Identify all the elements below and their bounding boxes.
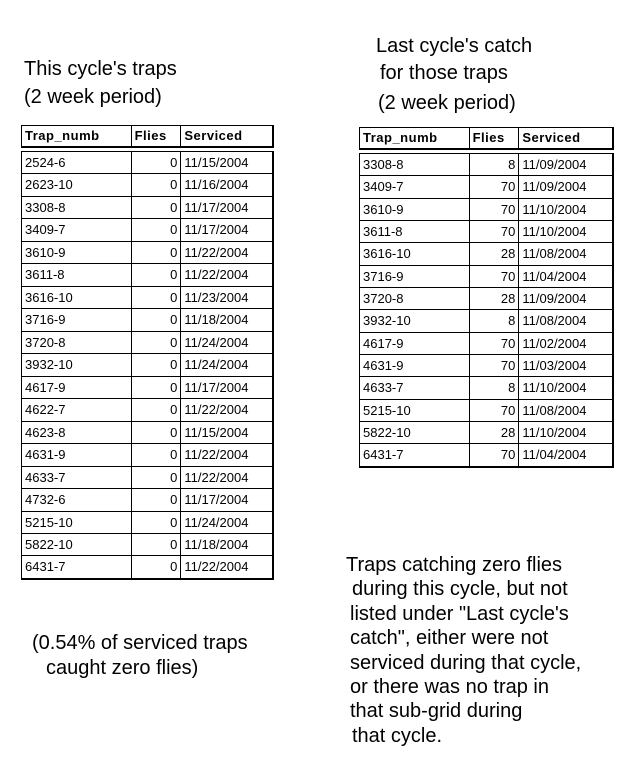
flies-cell: 0 — [132, 489, 182, 510]
table-row — [22, 444, 272, 466]
serviced-cell: 11/04/2004 — [522, 268, 587, 284]
serviced-cell: 11/15/2004 — [184, 424, 249, 440]
serviced-cell: 11/22/2004 — [184, 267, 249, 283]
serviced-cell: 11/17/2004 — [184, 199, 249, 215]
trap-number-cell: 3611-8 — [22, 264, 132, 285]
trap-number-cell: 2623-10 — [22, 174, 132, 195]
serviced-cell: 11/10/2004 — [522, 425, 587, 441]
table-row — [22, 152, 272, 174]
flies-cell: 0 — [132, 467, 182, 488]
right-note-line: catch", either were not — [350, 627, 549, 650]
flies-cell: 28 — [470, 422, 520, 443]
serviced-cell: 11/08/2004 — [522, 402, 587, 418]
column-header-flies: Flies — [470, 128, 520, 148]
column-header-trap-numb: Trap_numb — [22, 126, 132, 146]
trap-number-cell: 6431-7 — [360, 444, 470, 466]
serviced-cell: 11/04/2004 — [522, 447, 587, 463]
flies-cell: 0 — [132, 264, 182, 285]
trap-number-cell: 3610-9 — [360, 199, 470, 220]
right-title-line-1: Last cycle's catch — [376, 35, 533, 57]
trap-number-cell: 3409-7 — [360, 176, 470, 197]
serviced-cell: 11/24/2004 — [184, 514, 249, 530]
flies-cell: 70 — [470, 221, 520, 242]
serviced-cell: 11/22/2004 — [184, 447, 249, 463]
right-note-line: that cycle. — [352, 724, 443, 747]
table-row — [22, 219, 272, 241]
table-row — [360, 243, 612, 265]
left-note-line-1: (0.54% of serviced traps — [32, 632, 248, 654]
serviced-cell: 11/22/2004 — [184, 402, 249, 418]
flies-cell: 0 — [132, 444, 182, 465]
table-row — [360, 176, 612, 198]
right-note-line: that sub-grid during — [350, 700, 523, 723]
column-header-flies: Flies — [132, 126, 182, 146]
trap-number-cell: 4623-8 — [22, 422, 132, 443]
trap-number-cell: 3616-10 — [22, 287, 132, 308]
flies-cell: 70 — [470, 355, 520, 376]
flies-cell: 0 — [132, 242, 182, 263]
right-note-line: listed under "Last cycle's — [350, 602, 569, 625]
table-row — [22, 264, 272, 286]
trap-number-cell: 2524-6 — [22, 152, 132, 173]
flies-cell: 0 — [132, 377, 182, 398]
left-table-header — [21, 125, 274, 148]
flies-cell: 8 — [470, 377, 520, 398]
trap-number-cell: 3932-10 — [360, 310, 470, 331]
right-note-line: during this cycle, but not — [352, 578, 568, 601]
serviced-cell: 11/16/2004 — [184, 177, 249, 193]
serviced-cell: 11/10/2004 — [522, 224, 587, 240]
trap-number-cell: 4617-9 — [360, 333, 470, 354]
serviced-cell: 11/22/2004 — [184, 469, 249, 485]
trap-number-cell: 3308-8 — [22, 197, 132, 218]
table-row — [22, 399, 272, 421]
table-row — [360, 266, 612, 288]
table-row — [22, 556, 272, 578]
table-row — [22, 197, 272, 219]
trap-number-cell: 4617-9 — [22, 377, 132, 398]
right-note-line: serviced during that cycle, — [350, 651, 582, 674]
table-row — [360, 154, 612, 176]
serviced-cell: 11/23/2004 — [184, 289, 249, 305]
serviced-cell: 11/17/2004 — [184, 492, 249, 508]
flies-cell: 0 — [132, 512, 182, 533]
flies-cell: 0 — [132, 534, 182, 555]
trap-number-cell: 3716-9 — [360, 266, 470, 287]
flies-cell: 70 — [470, 176, 520, 197]
table-row — [22, 534, 272, 556]
table-row — [360, 400, 612, 422]
right-note-line: Traps catching zero flies — [346, 554, 563, 576]
table-row — [360, 355, 612, 377]
table-row — [22, 287, 272, 309]
flies-cell: 8 — [470, 154, 520, 175]
trap-number-cell: 4633-7 — [22, 467, 132, 488]
table-row — [22, 332, 272, 354]
trap-number-cell: 6431-7 — [22, 556, 132, 578]
serviced-cell: 11/09/2004 — [522, 291, 587, 307]
serviced-cell: 11/09/2004 — [522, 157, 587, 172]
serviced-cell: 11/18/2004 — [184, 536, 249, 552]
table-row — [22, 489, 272, 511]
right-table — [359, 153, 614, 468]
serviced-cell: 11/15/2004 — [184, 155, 249, 170]
right-note-line: or there was no trap in — [350, 676, 549, 698]
flies-cell: 28 — [470, 288, 520, 309]
table-row — [360, 377, 612, 399]
right-title-line-2: for those traps — [380, 62, 508, 84]
flies-cell: 0 — [132, 332, 182, 353]
flies-cell: 0 — [132, 556, 182, 578]
trap-number-cell: 3720-8 — [360, 288, 470, 309]
serviced-cell: 11/24/2004 — [184, 334, 249, 350]
flies-cell: 0 — [132, 399, 182, 420]
table-row — [360, 422, 612, 444]
flies-cell: 0 — [132, 287, 182, 308]
flies-cell: 70 — [470, 333, 520, 354]
trap-number-cell: 4622-7 — [22, 399, 132, 420]
serviced-cell: 11/09/2004 — [522, 179, 587, 195]
trap-number-cell: 4631-9 — [360, 355, 470, 376]
table-row — [22, 512, 272, 534]
table-row — [360, 333, 612, 355]
left-note-line-2: caught zero flies) — [46, 657, 199, 679]
trap-number-cell: 5215-10 — [360, 400, 470, 421]
table-row — [22, 242, 272, 264]
trap-number-cell: 5822-10 — [22, 534, 132, 555]
flies-cell: 70 — [470, 266, 520, 287]
serviced-cell: 11/22/2004 — [184, 244, 249, 260]
flies-cell: 70 — [470, 199, 520, 220]
trap-number-cell: 4732-6 — [22, 489, 132, 510]
table-row — [360, 199, 612, 221]
left-table — [21, 151, 274, 580]
trap-number-cell: 3932-10 — [22, 354, 132, 375]
table-row — [22, 309, 272, 331]
column-header-trap-numb: Trap_numb — [360, 128, 470, 148]
left-title-line-1: This cycle's traps — [24, 58, 177, 80]
trap-number-cell: 5822-10 — [360, 422, 470, 443]
serviced-cell: 11/17/2004 — [184, 379, 249, 395]
table-row — [360, 221, 612, 243]
table-row — [360, 288, 612, 310]
serviced-cell: 11/10/2004 — [522, 380, 587, 396]
flies-cell: 0 — [132, 174, 182, 195]
trap-number-cell: 3716-9 — [22, 309, 132, 330]
flies-cell: 0 — [132, 309, 182, 330]
column-header-serviced: Serviced — [184, 128, 243, 143]
flies-cell: 0 — [132, 422, 182, 443]
trap-number-cell: 4633-7 — [360, 377, 470, 398]
trap-number-cell: 3616-10 — [360, 243, 470, 264]
flies-cell: 70 — [470, 400, 520, 421]
flies-cell: 28 — [470, 243, 520, 264]
trap-number-cell: 3308-8 — [360, 154, 470, 175]
left-title-line-2: (2 week period) — [24, 86, 162, 108]
trap-number-cell: 3409-7 — [22, 219, 132, 240]
trap-number-cell: 3611-8 — [360, 221, 470, 242]
serviced-cell: 11/02/2004 — [522, 335, 587, 351]
flies-cell: 0 — [132, 197, 182, 218]
serviced-cell: 11/17/2004 — [184, 222, 249, 238]
table-row — [22, 354, 272, 376]
table-row — [360, 310, 612, 332]
trap-number-cell: 3720-8 — [22, 332, 132, 353]
serviced-cell: 11/08/2004 — [522, 246, 587, 262]
serviced-cell: 11/24/2004 — [184, 357, 249, 373]
serviced-cell: 11/22/2004 — [184, 559, 249, 575]
serviced-cell: 11/10/2004 — [522, 201, 587, 217]
trap-number-cell: 4631-9 — [22, 444, 132, 465]
serviced-cell: 11/03/2004 — [522, 358, 587, 374]
flies-cell: 0 — [132, 219, 182, 240]
flies-cell: 70 — [470, 444, 520, 466]
trap-number-cell: 3610-9 — [22, 242, 132, 263]
column-header-serviced: Serviced — [522, 130, 581, 145]
trap-number-cell: 5215-10 — [22, 512, 132, 533]
right-table-header — [359, 127, 614, 150]
flies-cell: 0 — [132, 152, 182, 173]
flies-cell: 8 — [470, 310, 520, 331]
flies-cell: 0 — [132, 354, 182, 375]
table-row — [22, 467, 272, 489]
table-row — [22, 174, 272, 196]
table-row — [22, 377, 272, 399]
serviced-cell: 11/18/2004 — [184, 312, 249, 328]
serviced-cell: 11/08/2004 — [522, 313, 587, 329]
table-row — [22, 422, 272, 444]
table-row — [360, 444, 612, 466]
right-title-line-3: (2 week period) — [378, 92, 516, 114]
